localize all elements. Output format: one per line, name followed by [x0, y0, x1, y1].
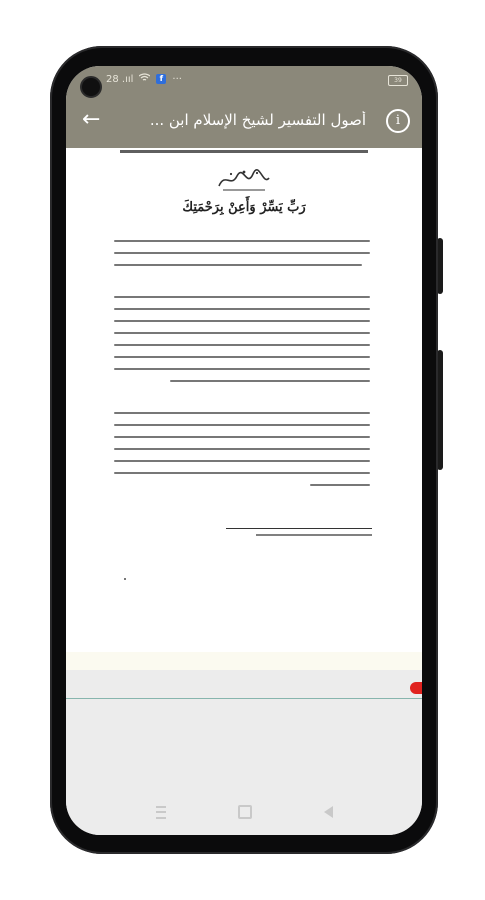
back-arrow-icon[interactable]: ←	[82, 107, 101, 132]
footnote-separator	[226, 528, 372, 529]
paragraph-1	[114, 240, 370, 276]
status-icons	[106, 73, 182, 85]
text-line	[114, 240, 370, 242]
text-line	[114, 436, 370, 438]
back-triangle-icon[interactable]	[324, 806, 333, 818]
text-line	[114, 460, 370, 462]
text-line	[114, 472, 370, 474]
system-nav-bar	[66, 792, 422, 832]
text-line	[114, 424, 370, 426]
text-line	[114, 296, 370, 298]
paragraph-3	[114, 412, 370, 496]
page-top-rule	[120, 150, 368, 153]
basmala-ornament	[217, 168, 271, 192]
screen	[66, 66, 422, 835]
facebook-icon: f	[156, 74, 166, 84]
text-line	[114, 252, 370, 254]
text-line	[114, 412, 370, 414]
text-line	[114, 356, 370, 358]
text-line	[114, 448, 370, 450]
paragraph-2	[114, 296, 370, 392]
book-title: أصول التفسير لشيخ الإسلام ابن ...	[149, 111, 366, 129]
info-icon[interactable]: i	[386, 109, 410, 133]
floating-marker[interactable]	[410, 682, 422, 694]
text-line	[310, 484, 370, 486]
page-heading: رَبِّ يَسِّرْ وَأَعِنْ بِرَحْمَتِكَ	[182, 200, 306, 215]
text-line	[114, 320, 370, 322]
footnote-line	[256, 534, 372, 536]
battery-icon: 39	[388, 75, 408, 86]
home-icon[interactable]	[238, 805, 252, 819]
text-line	[114, 368, 370, 370]
recent-apps-icon[interactable]	[156, 806, 166, 819]
book-page	[66, 148, 422, 652]
text-line	[114, 264, 362, 266]
text-line	[114, 344, 370, 346]
front-camera	[80, 76, 102, 98]
signal-icon: 28 .ııl	[106, 73, 134, 85]
text-line	[114, 308, 370, 310]
text-line	[170, 380, 370, 382]
page-mark	[124, 578, 126, 580]
more-icon: ···	[172, 73, 182, 85]
status-bar	[66, 66, 422, 94]
text-line	[114, 332, 370, 334]
page-bottom-margin	[66, 652, 422, 670]
app-toolbar	[66, 94, 422, 148]
wifi-icon	[139, 73, 150, 85]
